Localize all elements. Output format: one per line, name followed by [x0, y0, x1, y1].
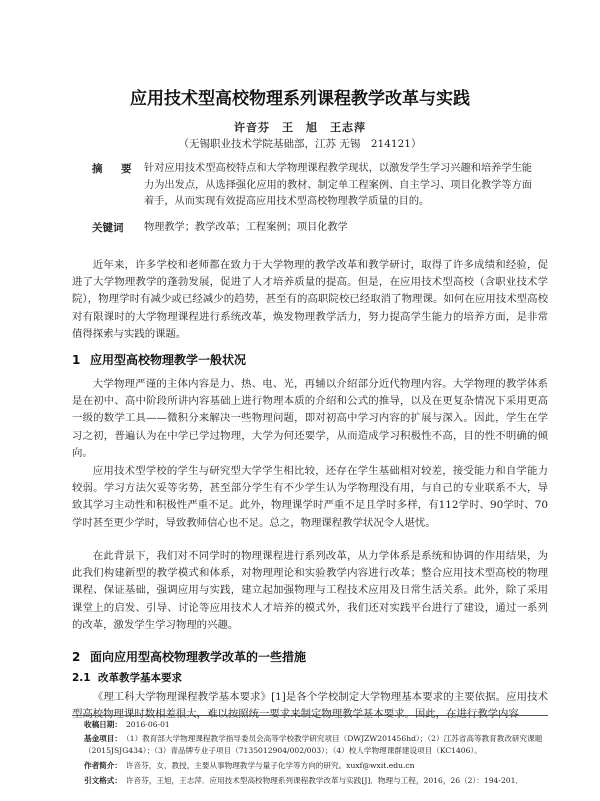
- subsection-heading: [72, 670, 182, 685]
- affiliation: （无锡职业技术学院基础部，江苏 无锡 214121）: [178, 138, 422, 150]
- footnote-author: [84, 760, 554, 772]
- keywords: [92, 220, 532, 237]
- keywords-label: 关键词: [92, 222, 124, 234]
- body-paragraph: 大学物理严谨的主体内容是力、热、电、光，再辅以介绍部分近代物理内容。大学物理的教学体系是在初中、高中阶段所讲内容基础上进行物理本质的介绍和公式的推导，以及在更复杂情况下采用更高一级的数学工具——微积分来解决一些物理问题，即对初高中学习内容的扩展与深入。因此，学生在学习之初，普遍认为在中学已学过物理，大学为何还要学，从而造成学习积极性不高，目的性不明确的倾向。: [72, 378, 548, 459]
- footnote-rule: [72, 715, 548, 716]
- footnote-text: 许音芬，女，教授，主要从事物理教学与量子化学等方向的研究。xuxf@wxit.edu.cn: [125, 761, 415, 770]
- paper-title: 应用技术型高校物理系列课程教学改革与实践: [130, 89, 470, 109]
- footnote-label: 基金项目：: [84, 734, 122, 743]
- body-paragraph: 应用技术型学校的学生与研究型大学学生相比较，还存在学生基础相对较差，接受能力和自学能力较弱。学习方法欠妥等劣势，甚至部分学生有不少学生认为学物理没有用，与自己的专业联系不大，导致其学习主动性和积极性严重不足。此外，物理课学时严重不足且学时多样，有112学时、90学时、70学时甚至更少学时，导致教师信心也不足。总之，物理课程教学状况令人堪忧。: [72, 465, 548, 529]
- footnote-label: 作者简介：: [84, 761, 122, 770]
- keywords-text: 物理教学；教学改革；工程案例；项目化教学: [144, 222, 348, 233]
- intro-paragraph: 近年来，许多学校和老师都在致力于大学物理的教学改革和教学研讨，取得了许多成绩和经验，促进了大学物理教学的蓬勃发展，促进了人才培养质量的提高。但是，在应用技术型高校（含职业技术学院），物理学时有减少或已经减少的趋势，甚至有的高职院校已经取消了物理课。如何在应用技术型高校对有限课时的大学物理课程进行系统改革，焕发物理教学活力，努力提高学生能力的培养方面，是非常值得探索与实践的课题。: [72, 259, 548, 340]
- section-title: 应用型高校物理教学一般状况: [90, 353, 247, 367]
- footnote-received: [84, 719, 554, 731]
- section-number: 1: [72, 353, 81, 367]
- footnote-text: 2016-06-01: [125, 720, 170, 729]
- footnote-citation: [84, 775, 554, 787]
- footnote-text: 许音芬，王旭，王志萍．应用技术型高校物理系列课程教学改革与实践[J]．物理与工程，2016，26（2）：194-201．: [125, 776, 524, 785]
- section-number: 2: [72, 650, 81, 664]
- abstract-text: 针对应用技术型高校特点和大学物理课程教学现状，以激发学生学习兴趣和培养学生能力为出发点，从选择强化应用的教材、制定单工程案例、自主学习、项目化教学等方面着手，从而实现有效提高应用技术型高校物理教学质量的目的。: [144, 163, 532, 207]
- abstract-label: 摘 要: [92, 163, 136, 175]
- section-heading-1: [72, 351, 246, 368]
- section-heading-2: [72, 648, 306, 665]
- body-paragraph: 在此背景下，我们对不同学时的物理课程进行系列改革，从力学体系是系统和协调的作用结果，为此我们构建新型的教学模式和体系，对物理理论和实验教学内容进行改革；整合应用技术型高校的物理课程、保证基础，强调应用与实践，建立起加强物理与工程技术应用及日常生活关系。此外，除了采用课堂上的启发、引导、讨论等应用技术人才培养的模式外，我们还对实践平台进行了建设，通过一系列的改革，激发学生学习物理的兴趣。: [72, 550, 548, 631]
- section-title: 面向应用型高校物理教学改革的一些措施: [90, 650, 307, 664]
- subsection-title: 改革教学基本要求: [98, 672, 182, 684]
- footnote-funding: [84, 733, 554, 757]
- authors: 许音芬 王 旭 王志萍: [234, 121, 366, 134]
- footnote-label: 引文格式：: [84, 776, 122, 785]
- abstract: [92, 161, 532, 211]
- subsection-number: 2.1: [72, 672, 91, 684]
- footnote-label: 收稿日期：: [84, 720, 122, 729]
- footnote-text: （1）教育部大学物理课程教学指导委员会高等学校教学研究项目（DWJZW201456hd）；（2）江苏省高等教育教改研究课题（2015JSJG434）；（3）青品牌专业子项目（7135012904/002/003）；（4）校人学物理课群建设项目（KC1406）。: [84, 734, 543, 756]
- body-paragraph: 《理工科大学物理课程教学基本要求》[1]是各个学校制定大学物理基本要求的主要依据。应用技术型高校物理课时数相差很大，难以按照统一要求来制定物理教学基本要求。因此，在进行教学内容: [72, 691, 548, 721]
